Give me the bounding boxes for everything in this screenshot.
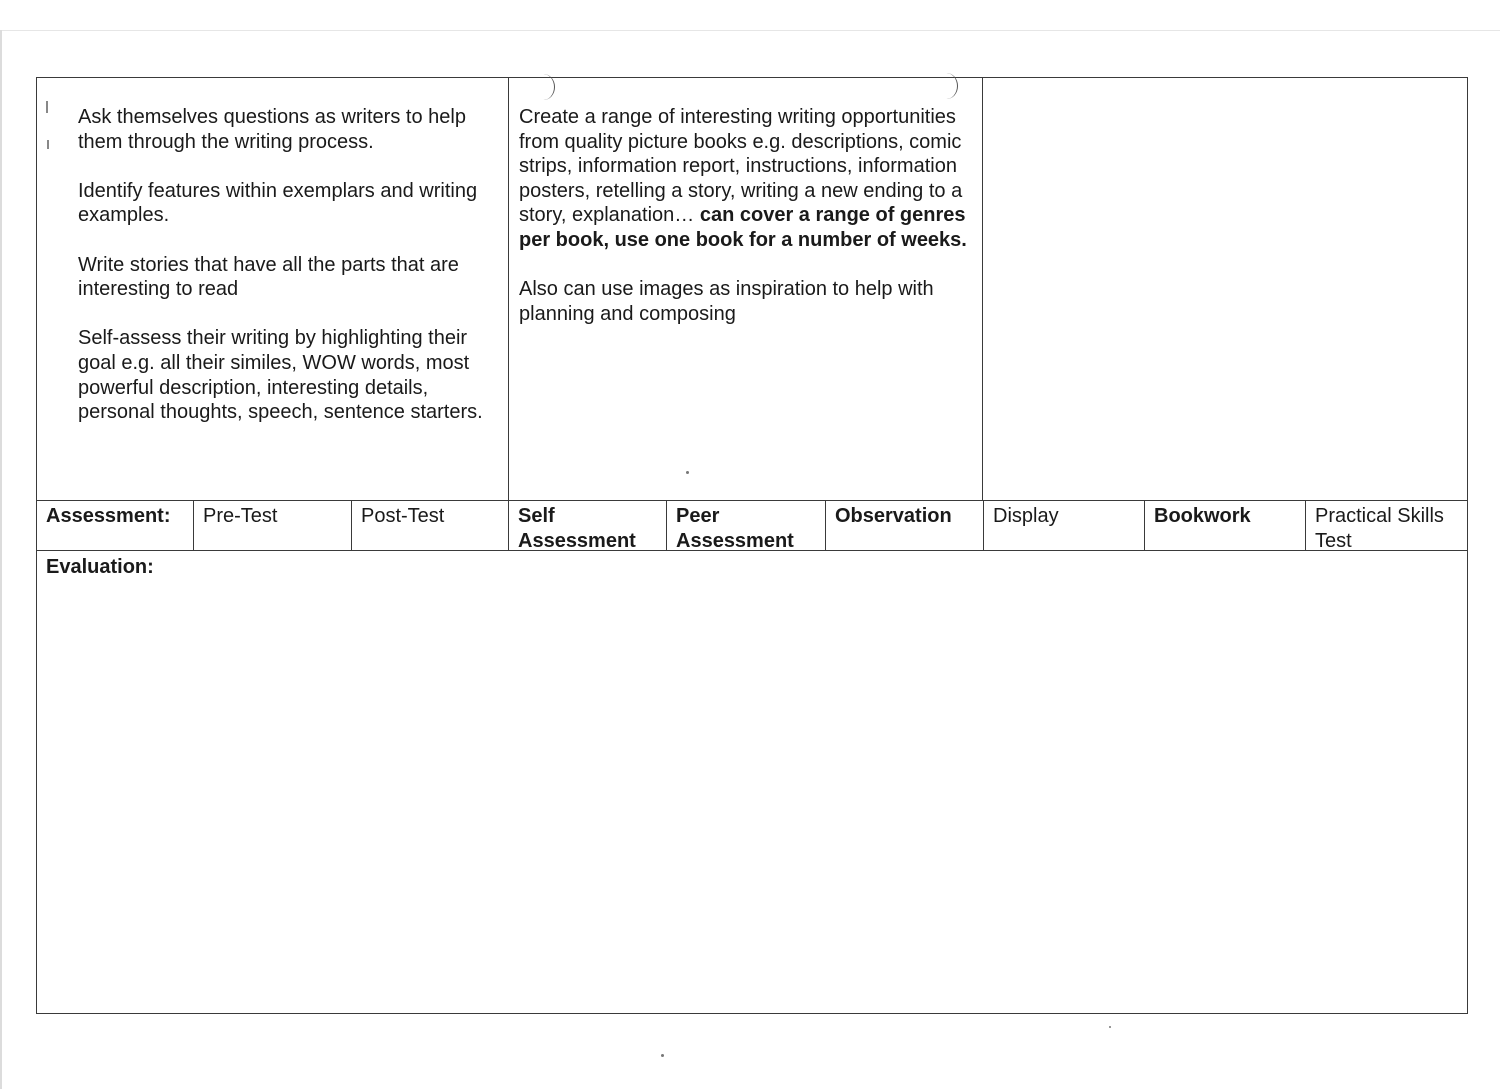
activity-paragraph (519, 105, 974, 253)
margin-mark (46, 101, 48, 113)
scan-speck (686, 471, 689, 474)
assessment-option-post-test: Post-Test (352, 501, 509, 550)
assessment-option-peer-assessment: Peer Assessment (667, 501, 826, 550)
page-edge-top (0, 30, 1500, 31)
activity-paragraph: Also can use images as inspiration to help with planning and composing (519, 278, 934, 325)
resources-column (983, 78, 1469, 500)
outcome-paragraph: Write stories that have all the parts that are interesting to read (78, 253, 459, 301)
page-edge-left (0, 30, 2, 1089)
scan-speck (661, 1054, 664, 1057)
assessment-label: Assessment: (37, 501, 194, 550)
assessment-option-display: Display (984, 501, 1145, 550)
assessment-option-pre-test: Pre-Test (194, 501, 352, 550)
outcome-paragraph: Identify features within exemplars and writing examples. (78, 179, 478, 227)
assessment-option-self-assessment: Self Assessment (509, 501, 667, 550)
lesson-plan-table (36, 77, 1468, 1014)
margin-mark (47, 140, 49, 149)
outcome-paragraph: Ask themselves questions as writers to help them through the writing process. (78, 106, 466, 153)
activity-bold-text: can cover a range of genres per book, use one book for a number of weeks. (519, 204, 967, 251)
activity-text: Create a range of interesting writing opportunities from quality picture books e.g. descriptions, comic strips, information report, instructions, information posters, retelling a story, writing a new ending to a story, explanation… (519, 106, 963, 227)
assessment-option-observation: Observation (826, 501, 984, 550)
scan-speck (1109, 1026, 1111, 1028)
outcome-paragraph: Self-assess their writing by highlighting their goal e.g. all their similes, WOW words, most powerful description, interesting details, personal thoughts, speech, sentence starters. (78, 327, 483, 424)
assessment-row (37, 501, 1467, 551)
punch-hole-mark (935, 73, 958, 99)
assessment-option-bookwork: Bookwork (1145, 501, 1306, 550)
activities-column (509, 78, 983, 500)
evaluation-label: Evaluation: (46, 556, 154, 578)
learning-outcomes-column (37, 78, 509, 500)
content-row (37, 78, 1467, 501)
punch-hole-mark (532, 74, 555, 100)
assessment-option-practical-skills-test: Practical Skills Test (1315, 505, 1444, 552)
